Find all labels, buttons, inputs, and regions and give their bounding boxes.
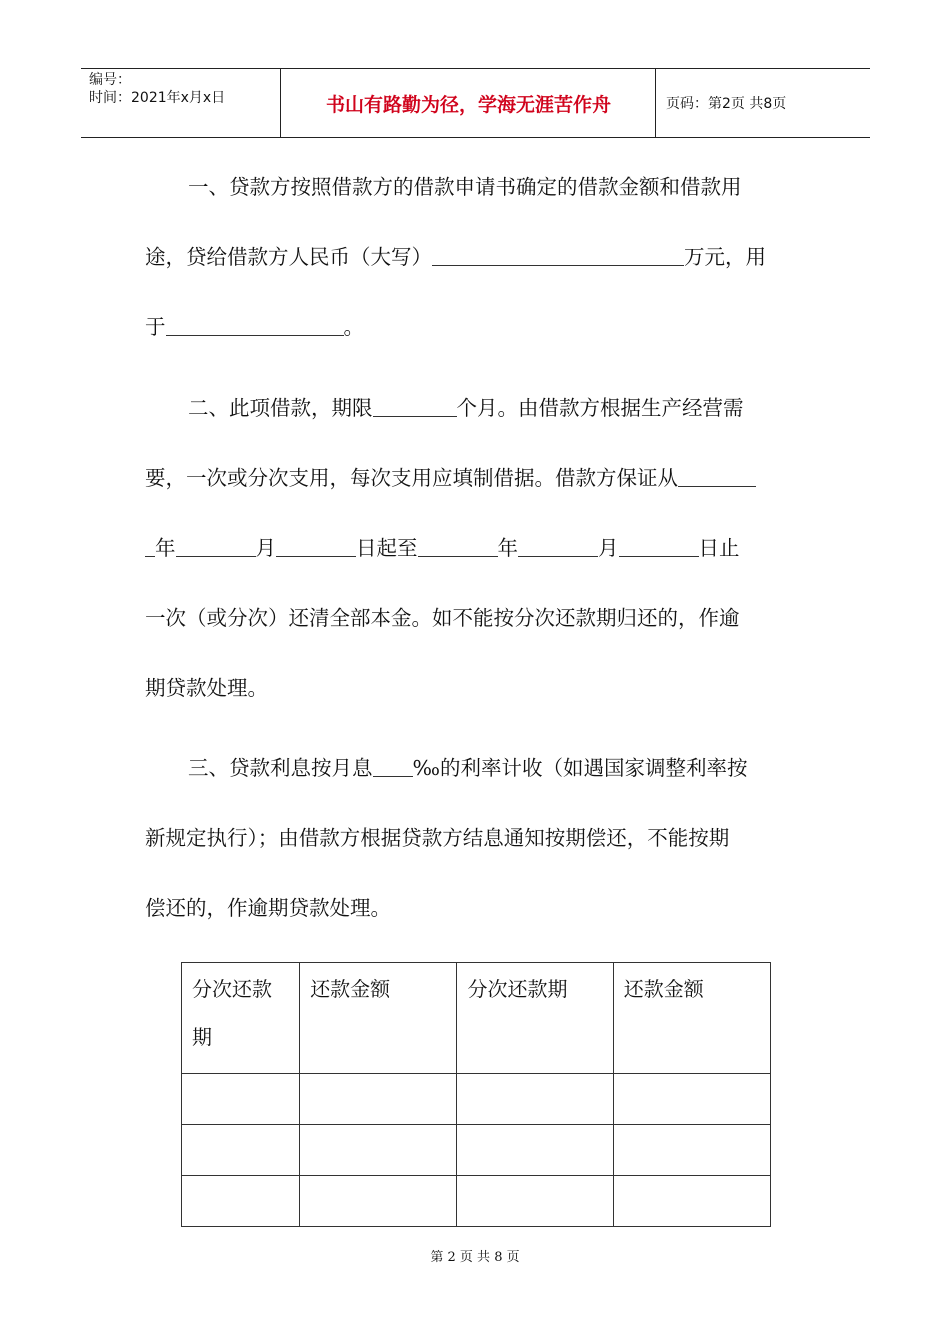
header-repayment-amount-2: 还款金额 [613, 963, 770, 1074]
clause-1-line-2 [145, 222, 805, 292]
clause-2-text-3: 要，一次或分次支用，每次支用应填制借据。借款方保证从 [145, 466, 678, 490]
end-day-blank[interactable] [619, 534, 699, 557]
clause-2-text: 二、此项借款，期限 [188, 396, 373, 420]
table-row [182, 1074, 771, 1125]
clause-2-line-4: 一次（或分次）还清全部本金。如不能按分次还款期归还的，作逾 [145, 606, 740, 630]
header-repayment-amount: 还款金额 [300, 963, 457, 1074]
amount-blank[interactable] [432, 243, 684, 266]
year-label: 年 [155, 536, 176, 560]
end-month-blank[interactable] [518, 534, 598, 557]
table-cell[interactable] [613, 1176, 770, 1227]
day-to-label: 日止 [698, 536, 740, 560]
clause-3-text: 三、贷款利息按月息 [188, 756, 373, 780]
clause-1-text: 途，贷给借款方人民币（大写） [145, 245, 432, 269]
table-cell[interactable] [457, 1176, 613, 1227]
clause-3-line-3: 偿还的，作逾期贷款处理。 [145, 896, 391, 920]
page-header [81, 68, 870, 138]
clause-3 [145, 733, 805, 943]
clause-2-line-1 [145, 373, 805, 443]
clause-2-line-2 [145, 443, 805, 513]
table-cell[interactable] [300, 1176, 457, 1227]
header-installment-period-2: 分次还款期 [457, 963, 613, 1074]
header-installment-period: 分次还款期 [182, 963, 300, 1074]
table-cell[interactable] [182, 1074, 300, 1125]
clause-2-text-2: 个月。由借款方根据生产经营需 [456, 396, 744, 420]
clause-1-text-4: 。 [343, 315, 364, 339]
start-year-blank[interactable] [678, 464, 756, 487]
start-month-blank[interactable] [176, 534, 256, 557]
clause-1-text-3: 于 [145, 315, 166, 339]
table-cell[interactable] [182, 1176, 300, 1227]
table-cell[interactable] [613, 1125, 770, 1176]
month-label: 月 [255, 536, 276, 560]
table-row [182, 1125, 771, 1176]
table-cell[interactable] [300, 1074, 457, 1125]
table-cell[interactable] [457, 1074, 613, 1125]
clause-3-text-2: ‰的利率计收（如遇国家调整利率按 [412, 756, 748, 780]
start-day-blank[interactable] [276, 534, 356, 557]
start-year-blank-cont[interactable] [145, 534, 155, 557]
term-blank[interactable] [373, 394, 457, 417]
purpose-blank[interactable] [166, 313, 344, 336]
clause-3-line-1 [145, 733, 805, 803]
header-meta [81, 69, 281, 137]
table-cell[interactable] [300, 1125, 457, 1176]
clause-2-line-3 [145, 513, 805, 583]
time-label: 时间：2021年x月x日 [89, 90, 226, 106]
clause-1 [145, 152, 805, 362]
year-label-2: 年 [497, 536, 518, 560]
clause-1-line-1: 一、贷款方按照借款方的借款申请书确定的借款金额和借款用 [188, 175, 742, 199]
table-cell[interactable] [457, 1125, 613, 1176]
page-footer: 第 2 页 共 8 页 [430, 1250, 520, 1265]
header-page-info: 页码：第2页 共8页 [666, 96, 787, 112]
clause-3-line-2: 新规定执行）；由借款方根据贷款方结息通知按期偿还，不能按期 [145, 826, 730, 850]
clause-2-line-5: 期贷款处理。 [145, 676, 268, 700]
table-header-row [182, 963, 771, 1074]
number-label: 编号： [89, 72, 131, 88]
table-cell[interactable] [613, 1074, 770, 1125]
end-year-blank[interactable] [418, 534, 498, 557]
clause-2 [145, 373, 805, 723]
table-cell[interactable] [182, 1125, 300, 1176]
clause-1-text-2: 万元，用 [684, 245, 766, 269]
month-label-2: 月 [598, 536, 619, 560]
rate-blank[interactable] [373, 754, 413, 777]
table-row [182, 1176, 771, 1227]
clause-1-line-3 [145, 292, 805, 362]
header-motto: 书山有路勤为径，学海无涯苦作舟 [282, 69, 656, 137]
repayment-table [181, 962, 771, 1227]
day-from-label: 日起至 [356, 536, 418, 560]
